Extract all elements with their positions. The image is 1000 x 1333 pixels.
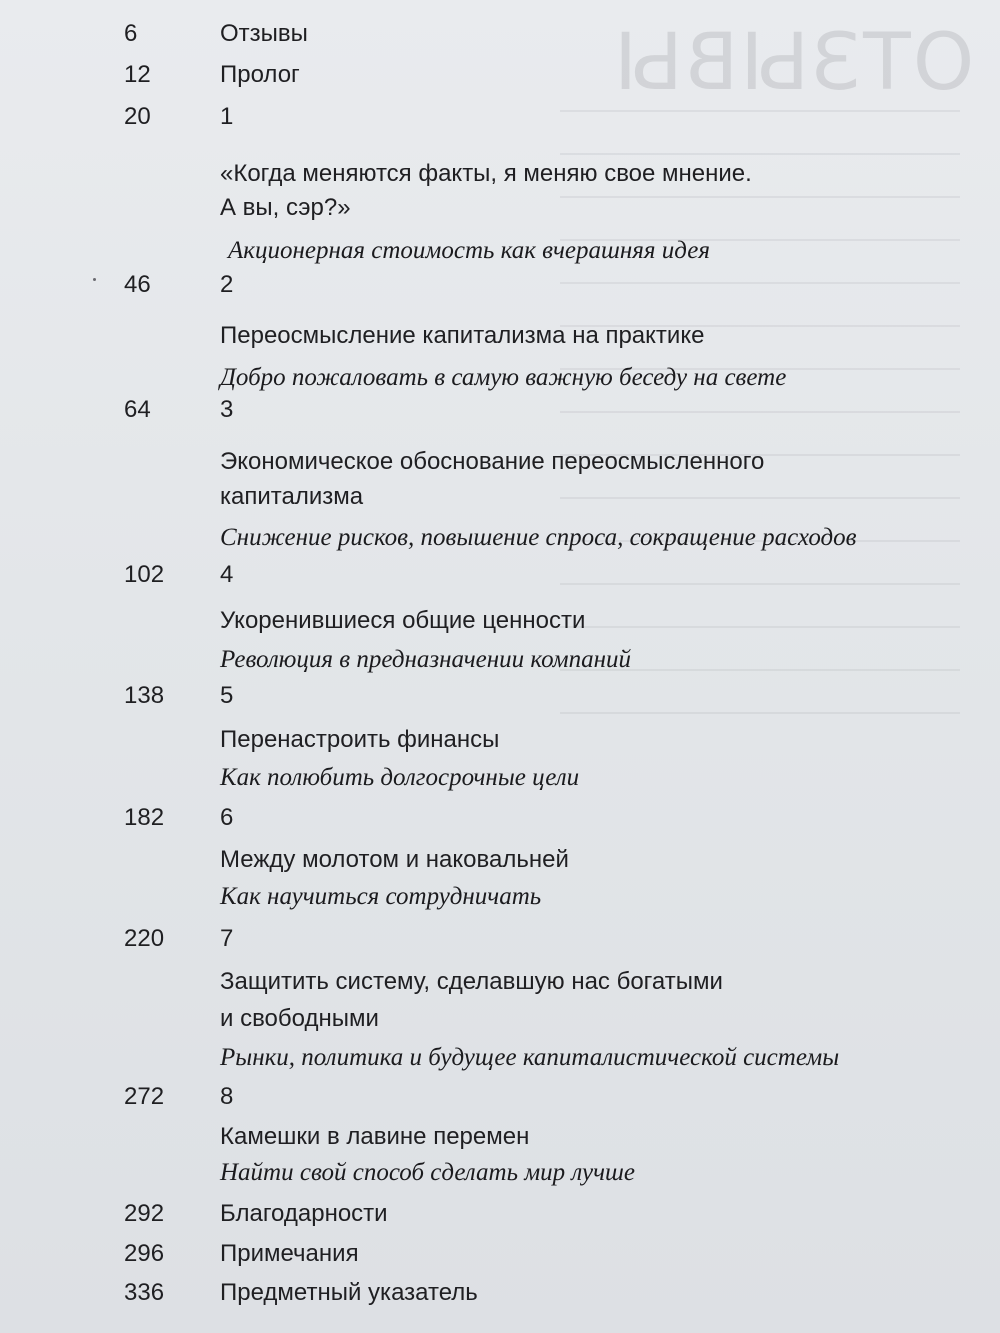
toc-chapter-title: А вы, сэр?» <box>220 194 351 221</box>
toc-entry-title: Предметный указатель <box>220 1279 478 1306</box>
toc-entry-title: Благодарности <box>220 1200 388 1227</box>
toc-chapter-title: Перенастроить финансы <box>220 726 500 753</box>
toc-chapter-title: Камешки в лавине перемен <box>220 1123 530 1150</box>
toc-chapter-title: капитализма <box>220 483 364 510</box>
toc-page-number: 12 <box>124 61 151 88</box>
toc-page-number: 6 <box>124 20 138 47</box>
toc-chapter-subtitle: Добро пожаловать в самую важную беседу на свете <box>220 364 787 391</box>
bleed-through-heading: ОТЗЫВЫ <box>612 18 975 108</box>
toc-page-number: 64 <box>124 396 151 423</box>
toc-page-number: 272 <box>124 1083 165 1110</box>
toc-page-number: 336 <box>124 1279 165 1306</box>
toc-chapter-title: «Когда меняются факты, я меняю свое мнение. <box>220 160 752 187</box>
toc-chapter-title: Между молотом и наковальней <box>220 846 569 873</box>
toc-entry-title: Примечания <box>220 1240 359 1267</box>
toc-chapter-subtitle: Революция в предназначении компаний <box>220 646 632 673</box>
toc-entry-title: Отзывы <box>220 20 308 47</box>
toc-page-number: 46 <box>124 271 151 298</box>
toc-chapter-number: 1 <box>220 103 234 130</box>
toc-chapter-subtitle: Как научиться сотрудничать <box>220 883 542 910</box>
print-speck <box>93 278 96 281</box>
toc-entry-title: Пролог <box>220 61 300 88</box>
toc-page-number: 138 <box>124 682 165 709</box>
toc-page-number: 102 <box>124 561 165 588</box>
toc-chapter-title: Экономическое обоснование переосмысленного <box>220 448 765 475</box>
toc-chapter-number: 4 <box>220 561 234 588</box>
toc-chapter-subtitle: Как полюбить долгосрочные цели <box>220 764 580 791</box>
toc-chapter-subtitle: Акционерная стоимость как вчерашняя идея <box>228 237 710 264</box>
toc-chapter-number: 2 <box>220 271 234 298</box>
toc-chapter-number: 5 <box>220 682 234 709</box>
toc-chapter-title: и свободными <box>220 1005 379 1032</box>
toc-chapter-number: 7 <box>220 925 234 952</box>
toc-chapter-subtitle: Рынки, политика и будущее капиталистической системы <box>220 1044 840 1071</box>
toc-chapter-title: Укоренившиеся общие ценности <box>220 607 586 634</box>
toc-page-number: 292 <box>124 1200 165 1227</box>
toc-page-number: 220 <box>124 925 165 952</box>
toc-chapter-title: Переосмысление капитализма на практике <box>220 322 705 349</box>
toc-chapter-title: Защитить систему, сделавшую нас богатыми <box>220 968 723 995</box>
toc-page-number: 20 <box>124 103 151 130</box>
toc-chapter-subtitle: Снижение рисков, повышение спроса, сокращение расходов <box>220 524 857 551</box>
toc-page-number: 182 <box>124 804 165 831</box>
toc-chapter-number: 6 <box>220 804 234 831</box>
toc-chapter-number: 3 <box>220 396 234 423</box>
toc-page-number: 296 <box>124 1240 165 1267</box>
toc-chapter-subtitle: Найти свой способ сделать мир лучше <box>220 1159 635 1186</box>
toc-chapter-number: 8 <box>220 1083 234 1110</box>
